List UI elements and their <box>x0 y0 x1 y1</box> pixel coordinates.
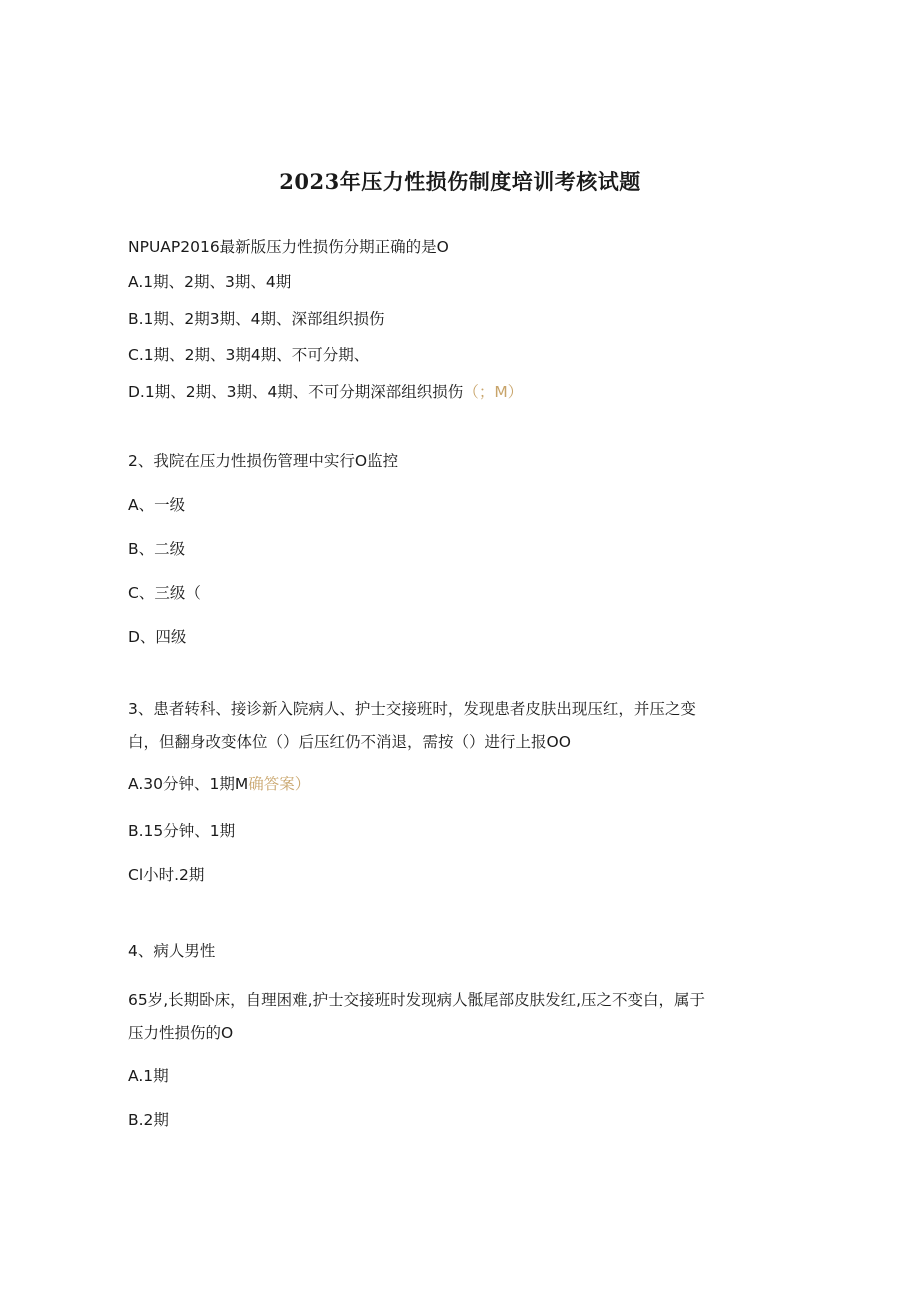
question-4-desc-line-1: 65岁,长期卧床，自理困难,护士交接班时发现病人骶尾部皮肤发红,压之不变白，属于 <box>128 991 706 1009</box>
question-3-option-b: B.15分钟、1期 <box>128 822 236 840</box>
question-3-option-a <box>128 774 310 794</box>
question-4-stem: 4、病人男性 <box>128 942 216 960</box>
question-3-option-a-text: A.30分钟、1期M <box>128 775 249 793</box>
question-3-option-c: Cl小时.2期 <box>128 866 205 884</box>
question-2-stem: 2、我院在压力性损伤管理中实行O监控 <box>128 452 399 470</box>
question-4-option-b: B.2期 <box>128 1111 169 1129</box>
question-1-option-a: A.1期、2期、3期、4期 <box>128 273 292 291</box>
question-1-option-c: C.1期、2期、3期4期、不可分期、 <box>128 346 370 364</box>
question-1-option-d-text: D.1期、2期、3期、4期、不可分期深部组织损伤 <box>128 383 464 401</box>
question-4-option-a: A.1期 <box>128 1067 169 1085</box>
question-3-stem-line-1: 3、患者转科、接诊新入院病人、护士交接班时，发现患者皮肤出现压红，并压之变 <box>128 700 696 718</box>
question-2-option-c: C、三级（ <box>128 584 201 602</box>
question-2-option-b: B、二级 <box>128 540 186 558</box>
question-3-stem-line-2: 白，但翻身改变体位（）后压红仍不消退，需按（）进行上报OO <box>128 733 571 751</box>
question-2-option-d: D、四级 <box>128 628 187 646</box>
question-1-option-b: B.1期、2期3期、4期、深部组织损伤 <box>128 310 385 328</box>
page-title: 2023年压力性损伤制度培训考核试题 <box>279 169 641 194</box>
answer-mark: （；M） <box>463 383 524 401</box>
answer-mark: 确答案） <box>248 775 311 793</box>
question-1-option-d <box>128 382 523 402</box>
question-1-stem: NPUAP2016最新版压力性损伤分期正确的是O <box>128 238 449 256</box>
question-4-desc-line-2: 压力性损伤的O <box>128 1024 234 1042</box>
question-2-option-a: A、一级 <box>128 496 186 514</box>
